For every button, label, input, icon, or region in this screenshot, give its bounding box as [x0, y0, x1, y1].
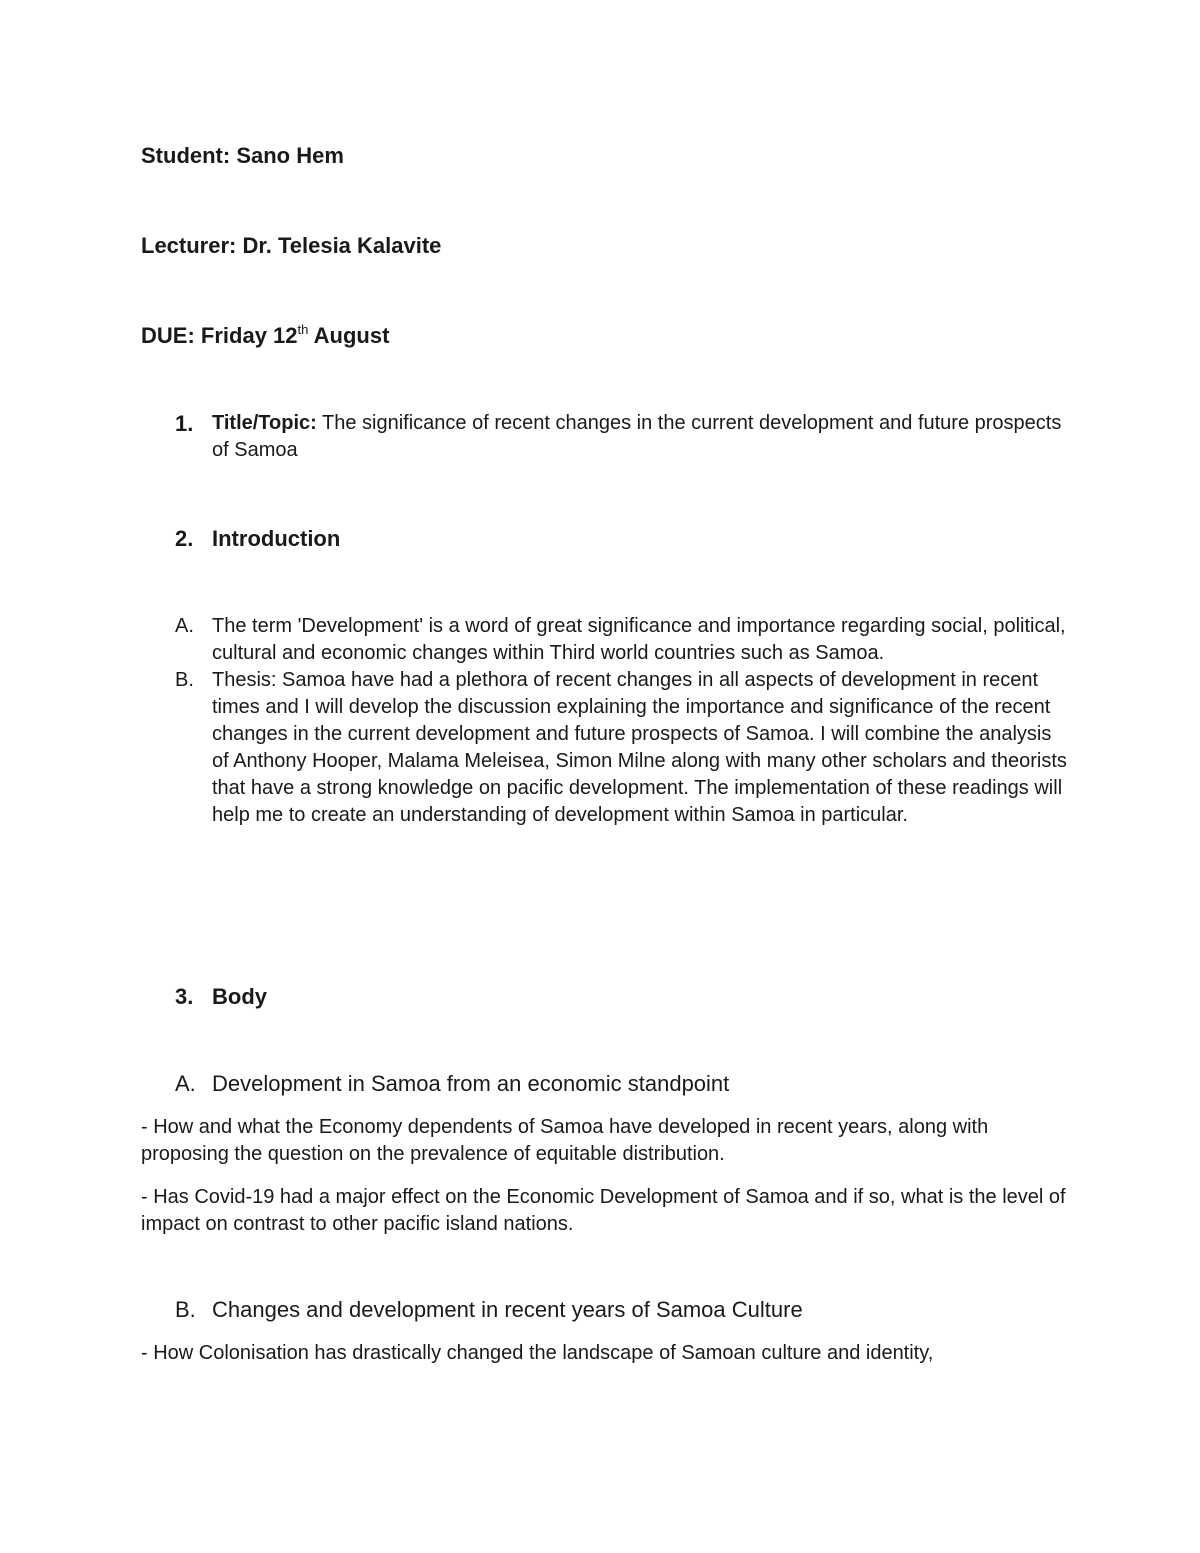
student-label: Student: [141, 143, 231, 168]
lecturer-name: Dr. Telesia Kalavite [242, 233, 442, 258]
due-day: Friday 12 [200, 323, 298, 348]
due-month: August [313, 323, 390, 348]
student-name: Sano Hem [236, 143, 344, 168]
body-sub-a-point-1: - How and what the Economy dependents of Samoa have developed in recent years, along with proposing the question on the prevalence of equitable distribution. [141, 1116, 989, 1165]
intro-item-b-letter: B. [175, 669, 194, 691]
intro-item-b-text: Thesis: Samoa have had a plethora of recent changes in all aspects of development in recent times and I will develop the discussion explaining the importance and significance of the recent changes in the current development and future prospects of Samoa. I will combine the analysis of Anthony Hooper, Malama Meleisea, Simon Milne along with many other scholars and theorists that have a strong knowledge on pacific development. The implementation of these readings will help me to create an understanding of development within Samoa in particular. [212, 669, 1067, 826]
section-2-number: 2. [175, 526, 194, 551]
body-sub-a-letter: A. [175, 1071, 196, 1096]
title-topic-label: Title/Topic: [212, 412, 317, 434]
due-line [141, 323, 389, 349]
intro-item-a-text: The term 'Development' is a word of great significance and importance regarding social, political, cultural and economic changes within Third world countries such as Samoa. [212, 615, 1066, 664]
intro-item-a-letter: A. [175, 615, 194, 637]
body-sub-b-heading: Changes and development in recent years of Samoa Culture [212, 1297, 803, 1322]
introduction-heading: Introduction [212, 526, 341, 551]
student-line [141, 143, 344, 169]
body-heading: Body [212, 984, 267, 1009]
body-sub-b-point-1: - How Colonisation has drastically changed the landscape of Samoan culture and identity, [141, 1342, 934, 1364]
section-3-number: 3. [175, 984, 194, 1009]
due-label: DUE: [141, 323, 195, 348]
body-sub-a-point-2: - Has Covid-19 had a major effect on the Economic Development of Samoa and if so, what is the level of impact on contrast to other pacific island nations. [141, 1186, 1066, 1235]
due-day-suffix: th [297, 322, 309, 337]
lecturer-label: Lecturer: [141, 233, 237, 258]
body-sub-a-heading: Development in Samoa from an economic standpoint [212, 1071, 730, 1096]
title-topic-text: The significance of recent changes in the current development and future prospects of Samoa [212, 412, 1062, 461]
body-sub-b-letter: B. [175, 1297, 196, 1322]
section-1-number: 1. [175, 411, 194, 436]
lecturer-line [141, 233, 441, 259]
title-topic-paragraph [212, 410, 1072, 464]
